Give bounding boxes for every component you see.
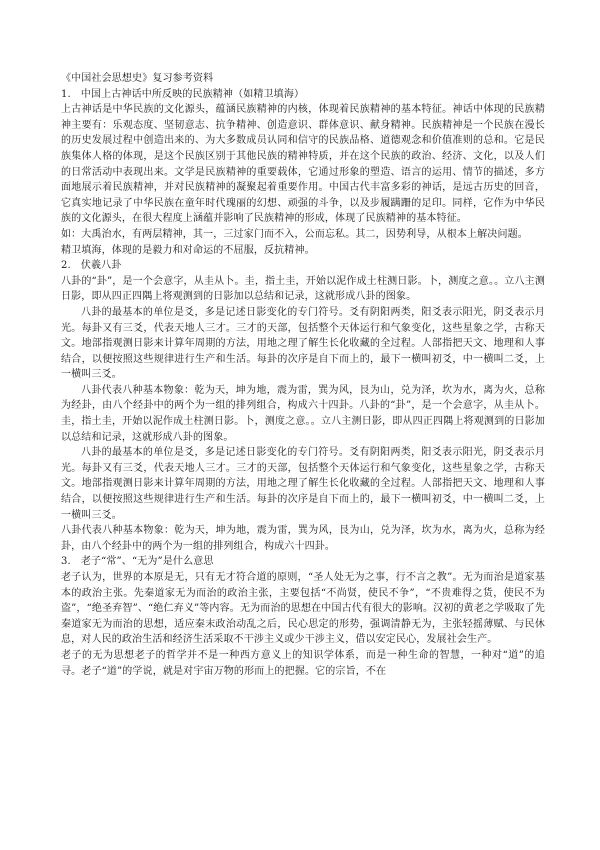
section-heading: 2. 伏羲八卦 <box>61 260 122 272</box>
paragraph: 八卦代表八种基本物象：乾为天，坤为地，震为雷，巽为风，艮为山，兑为泽，坎为水，离为火，总称为经卦，由八个经卦中的两个为一组的排列组合，构成六十四卦。 <box>61 525 545 552</box>
section-heading: 1. 中国上古神话中所反映的民族精神（如精卫填海） <box>61 88 305 100</box>
document-body <box>61 87 545 680</box>
paragraph: 老子认为，世界的本原是无，只有无才符合道的原则，“圣人处无为之事，行不言之教”。无为而治是道家基本的政治主张。先秦道家无为而治的政治主张，主要包括“不尚贤，使民不争”，“不贵难得之货，使民不为盗”，“绝圣弃智”、“绝仁弃义”等内容。无为而治的思想在中国古代有很大的影响。汉初的黄老之学吸取了先秦道家无为而治的思想，适应秦末政治动乱之后，民心思定的形势，强调清静无为，主张轻摇薄赋、与民休息，对人民的政治生活和经济生活采取不干涉主义或少干涉主义，借以安定民心，发展社会生产。 <box>61 572 545 646</box>
paragraph: 老子的无为思想老子的哲学并不是一种西方意义上的知识学体系，而是一种生命的智慧，一种对“道”的追寻。老子“道”的学说，就是对宇宙万物的形而上的把握。它的宗旨，不在 <box>61 649 545 677</box>
paragraph: 八卦代表八种基本物象：乾为天，坤为地，震为雷，巽为风，艮为山，兑为泽，坎为水，离为火，总称为经卦，由八个经卦中的两个为一组的排列组合，构成六十四卦。八卦的“卦”，是一个会意字，从圭从卜。圭，指土圭，开始以泥作成土柱测日影。卜，测度之意。。立八主测日影，即从四正四隅上将观测到的日影加以总结和记录，这就形成八卦的图象。 <box>61 384 545 443</box>
paragraph: 八卦的最基本的单位是爻，多是记述日影变化的专门符号。爻有阴阳两类，阳爻表示阳光，阴爻表示月光。每卦又有三爻，代表天地人三才。三才的天部，包括整个天体运行和气象变化，这些星象之学，古称天文。地部指观测日影来计算年周期的方法，用地之理了解生长化收藏的全过程。人部指把天文、地理和人事结合，以便按照这些规律进行生产和生活。每卦的次序是自下而上的，最下一横叫初爻，中一横叫二爻，上一横叫三爻。 <box>61 306 545 381</box>
document-page <box>61 71 545 679</box>
document-title: 《中国社会思想史》复习参考资料 <box>61 73 214 84</box>
paragraph: 如：大禹治水，有两层精神，其一，三过家门而不入，公而忘私。其二，因势利导，从根本上解决问题。 <box>61 228 528 240</box>
paragraph: 精卫填海，体现的是毅力和对命运的不屈服，反抗精神。 <box>61 244 315 256</box>
section-heading: 3. 老子“常”、“无为”是什么意思 <box>61 556 214 568</box>
paragraph: 八卦的最基本的单位是爻，多是记述日影变化的专门符号。爻有阴阳两类，阳爻表示阳光，阴爻表示月光。每卦又有三爻，代表天地人三才。三才的天部，包括整个天体运行和气象变化，这些星象之学，古称天文。地部指观测日影来计算年周期的方法，用地之理了解生长化收藏的全过程。人部指把天文、地理和人事结合，以便按照这些规律进行生产和生活。每卦的次序是自下而上的，最下一横叫初爻，中一横叫二爻，上一横叫三爻。 <box>61 447 545 521</box>
paragraph: 八卦的“卦”，是一个会意字，从圭从卜。圭，指土圭，开始以泥作成土柱测日影。卜，测度之意。。立八主测日影，即从四正四隅上将观测到的日影加以总结和记录，这就形成八卦的图象。 <box>61 275 545 303</box>
paragraph: 上古神话是中华民族的文化源头，蕴涵民族精神的内核，体现着民族精神的基本特征。神话中体现的民族精神主要有：乐观态度、坚韧意志、抗争精神、创造意识、群体意识、献身精神。民族精神是一个民族在漫长的历史发展过程中创造出来的、为大多数成员认同和信守的民族品格、道德观念和价值准则的总和。它是民族集体人格的体现，是这个民族区别于其他民族的精神特质，并在这个民族的政治、经济、文化，以及人们的日常活动中表现出来。文学是民族精神的重要载体，它通过形象的塑造、语言的运用、情节的描述，多方面地展示着民族精神，并对民族精神的凝聚起着重要作用。中国古代丰富多彩的神话，是远古历史的回音，它真实地记录了中华民族在童年时代瑰丽的幻想、顽强的斗争，以及步履蹒跚的足印。同样，它作为中华民族的文化源头，在很大程度上涵蕴并影响了民族精神的形成，体现了民族精神的基本特征。 <box>61 104 545 225</box>
